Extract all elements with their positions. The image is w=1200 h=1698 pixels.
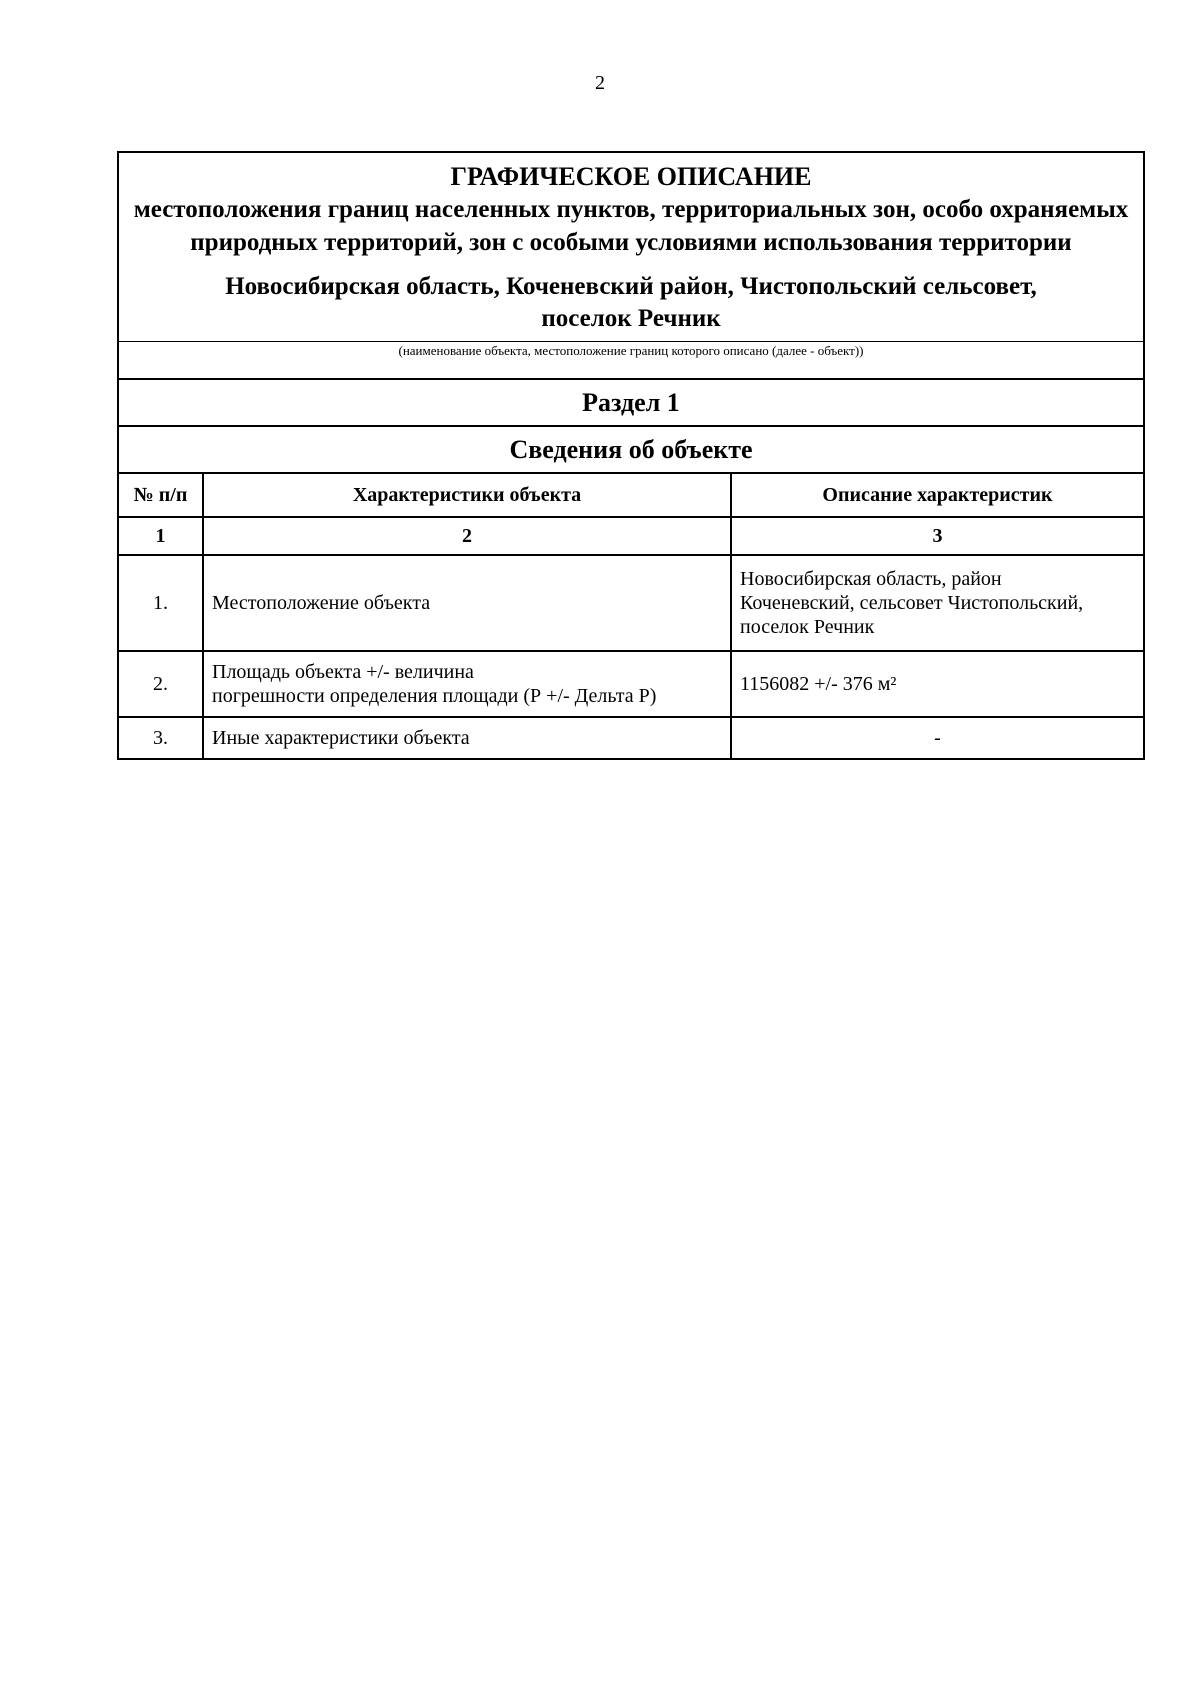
object-caption: (наименование объекта, местоположение границ которого описано (далее - объект)) (119, 341, 1143, 380)
column-header-characteristic: Характеристики объекта (203, 474, 731, 517)
row-description-line: поселок Речник (740, 616, 875, 638)
column-number: 1 (119, 517, 203, 555)
row-characteristic-line: погрешности определения площади (Р +/- Дельта Р) (212, 685, 657, 707)
row-number: 2. (119, 651, 203, 717)
row-description: 1156082 +/- 376 м² (731, 651, 1143, 717)
object-location-line-1: Новосибирская область, Коченевский район, Чистопольский сельсовет, (225, 273, 1037, 300)
row-characteristic-line: Площадь объекта +/- величина (212, 661, 474, 683)
document-subtitle: местоположения границ населенных пунктов, территориальных зон, особо охраняемых природных территорий, зон с особыми условиями использования территории (133, 196, 1129, 256)
page-number: 2 (595, 72, 605, 94)
section-subtitle: Сведения об объекте (119, 427, 1143, 474)
row-description (731, 555, 1143, 651)
object-location-line-2: поселок Речник (541, 305, 721, 332)
table-row (119, 651, 1143, 717)
object-info-table (119, 474, 1143, 758)
column-number: 3 (731, 517, 1143, 555)
row-number: 3. (119, 717, 203, 758)
column-number: 2 (203, 517, 731, 555)
row-characteristic (203, 651, 731, 717)
table-row (119, 717, 1143, 758)
header-block (119, 153, 1143, 341)
row-description: - (731, 717, 1143, 758)
row-number: 1. (119, 555, 203, 651)
column-number-row (119, 517, 1143, 555)
object-location (129, 271, 1133, 335)
row-description-line: Новосибирская область, район (740, 568, 1002, 590)
row-characteristic: Местоположение объекта (203, 555, 731, 651)
table-header-row (119, 474, 1143, 517)
row-characteristic: Иные характеристики объекта (203, 717, 731, 758)
row-description-line: Коченевский, сельсовет Чистопольский, (740, 592, 1084, 614)
section-title: Раздел 1 (119, 380, 1143, 427)
document-title: ГРАФИЧЕСКОЕ ОПИСАНИЕ (450, 162, 812, 191)
column-header-description: Описание характеристик (731, 474, 1143, 517)
column-header-number: № п/п (119, 474, 203, 517)
table-row (119, 555, 1143, 651)
document-frame (117, 151, 1145, 760)
